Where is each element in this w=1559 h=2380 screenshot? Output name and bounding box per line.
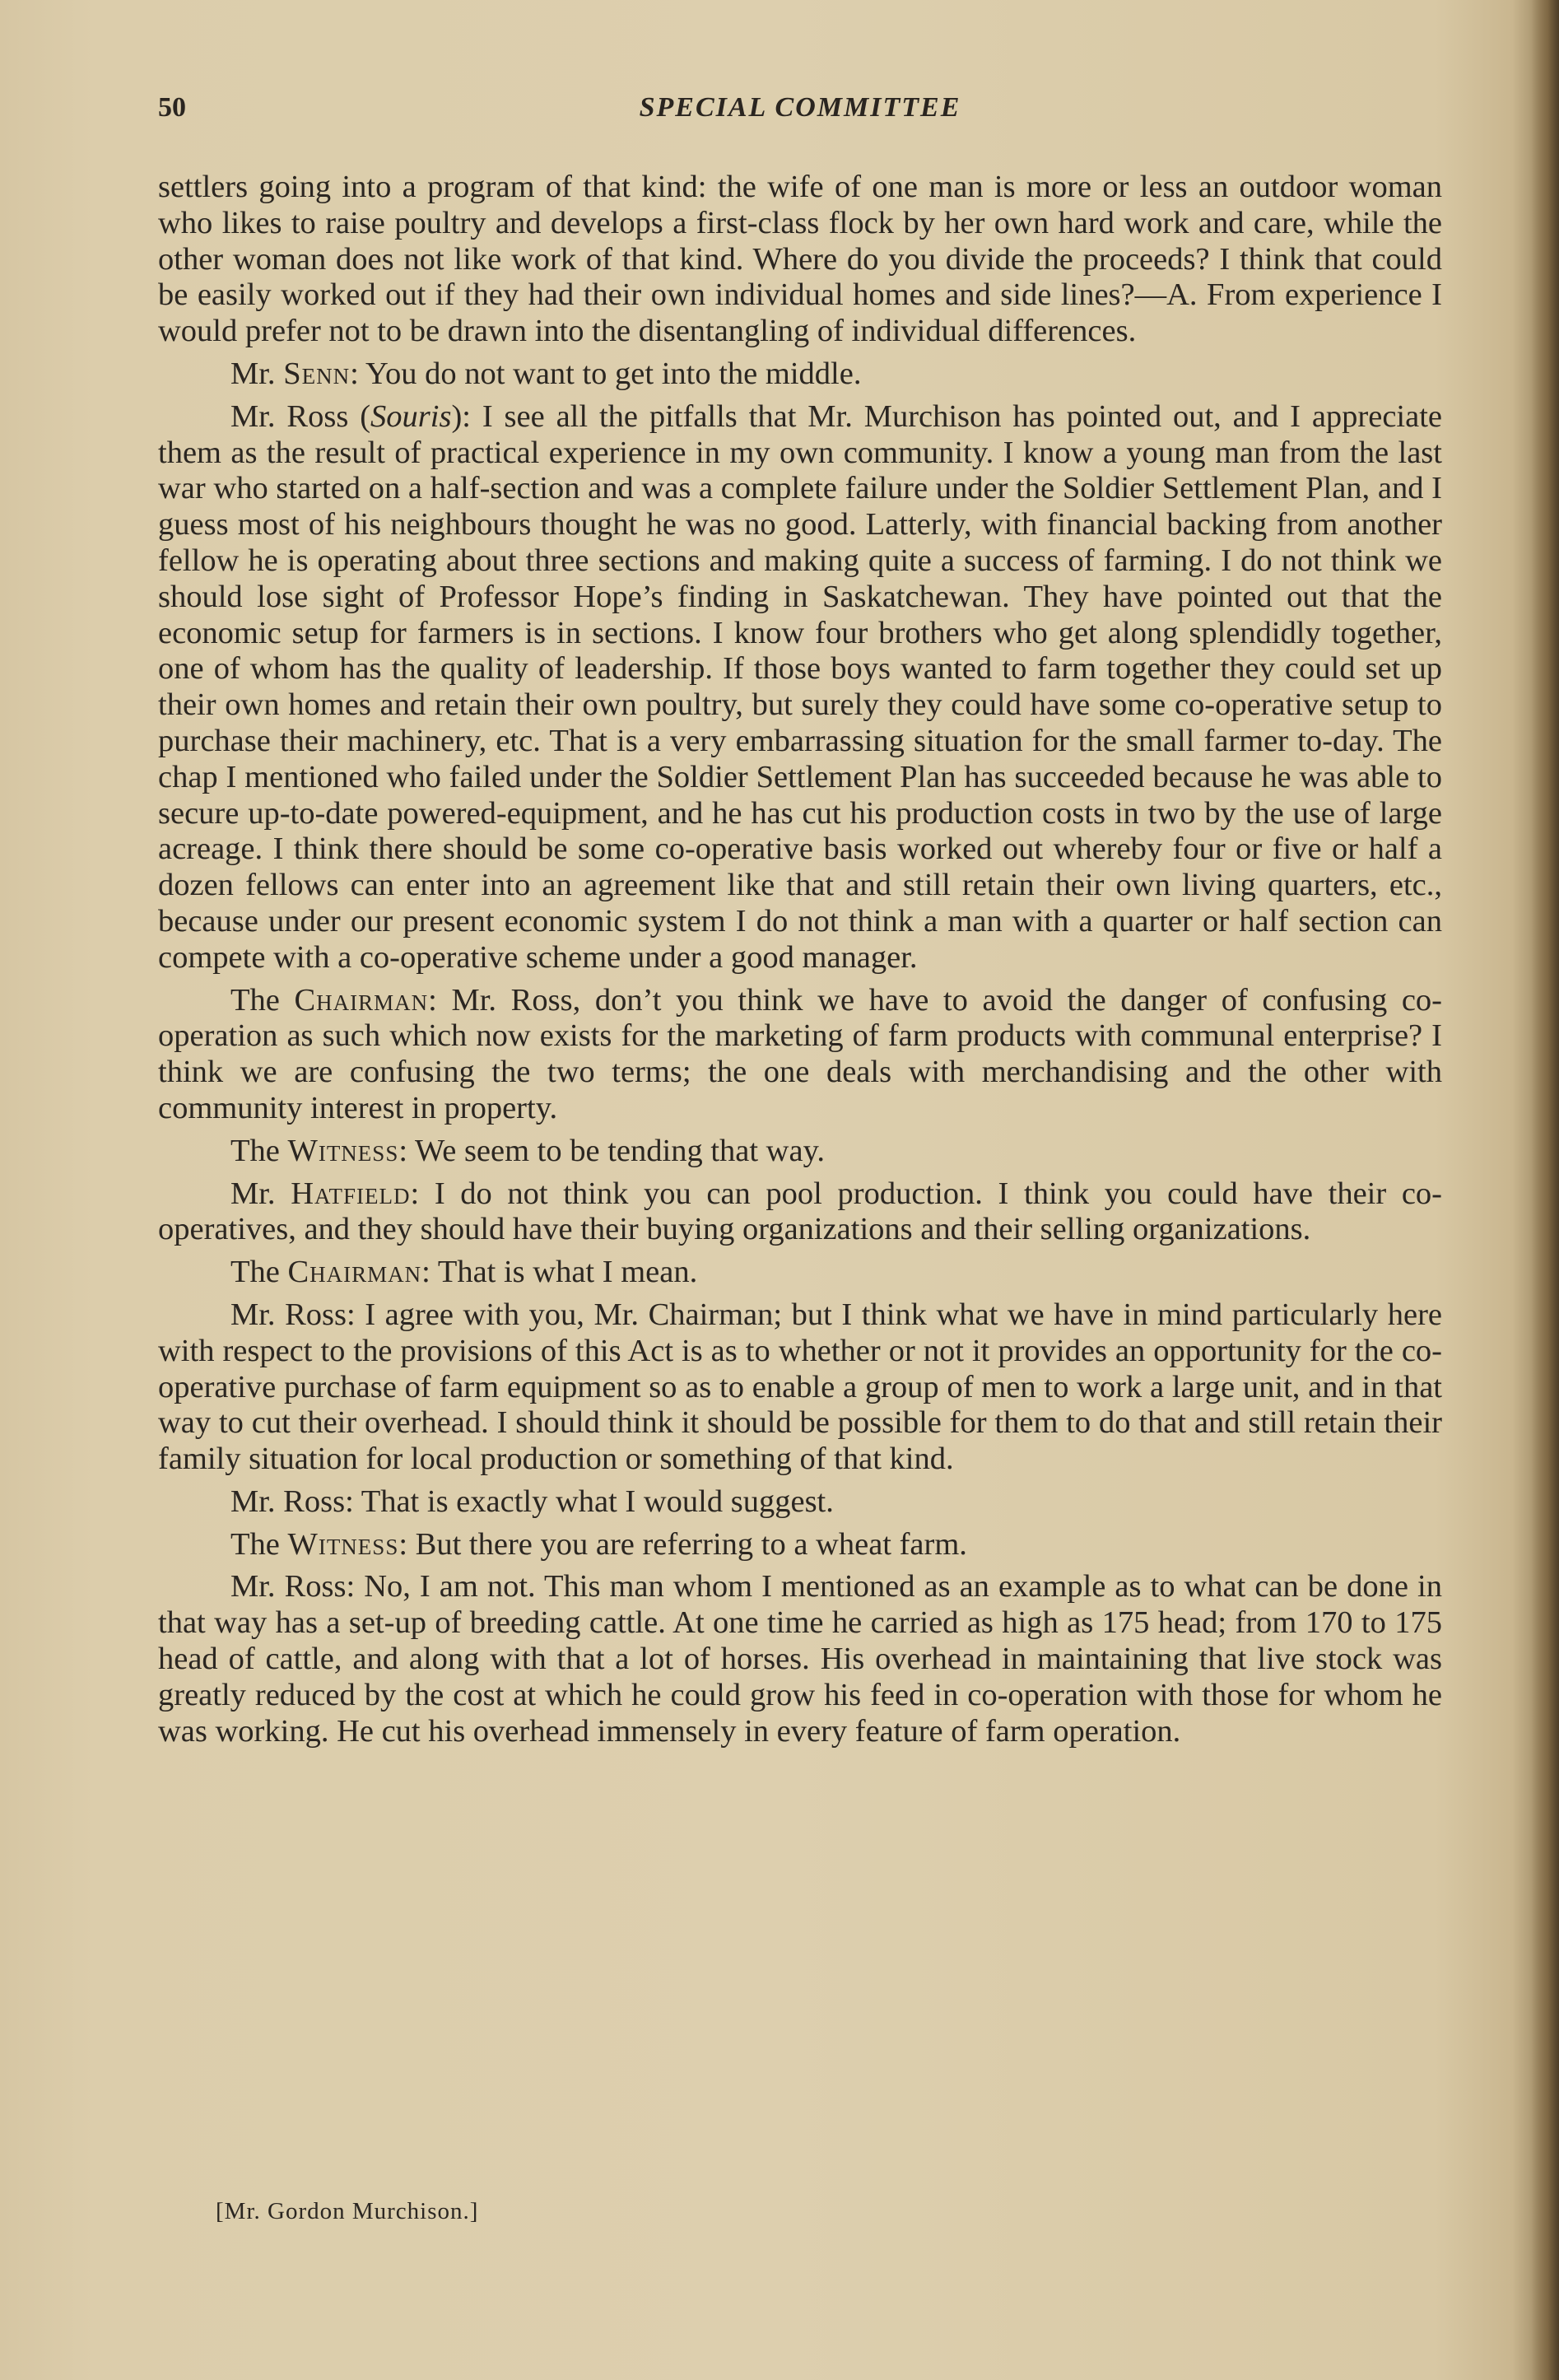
speaker-prefix: Mr. Ross: xyxy=(230,1297,365,1332)
paragraph-text: I see all the pitfalls that Mr. Murchison has pointed out, and I appreciate them as the result of practical experience in my own community. I know a young man from the last war who started on a half-section and was a complete failure under the Soldier Settlement Plan, and I guess most of his neighbours thought he was no good. Latterly, with financial backing from another fellow he is operating about three sections and making quite a success of farming. I do not think we should lose sight of Professor Hope’s finding in Saskatchewan. They have pointed out that the economic setup for farmers is in sections. I know four brothers who get along splendidly together, one of whom has the quality of leadership. If those boys wanted to farm together they could set up their own homes and retain their own poultry, but surely they could have some co-operative setup to purchase their machinery, etc. That is a very embarrassing situation for the small farmer to-day. The chap I mentioned who failed under the Soldier Settlement Plan has succeeded because he was able to secure up-to-date powered-equipment, and he has cut his production costs in two by the use of large acreage. I think there should be some co-operative basis worked out whereby four or five or half a dozen fellows can enter into an agreement like that and still retain their own living quarters, etc., because under our present economic system I do not think a man with a quarter or half section can compete with a co-operative scheme under a good manager. xyxy=(158,398,1442,975)
speaker-name: Hatfield xyxy=(291,1176,411,1211)
speaker-name: Witness xyxy=(287,1526,399,1562)
speaker-name: Chairman xyxy=(287,1255,422,1290)
page-edge-shadow xyxy=(1531,0,1559,2380)
paragraph xyxy=(158,170,1442,350)
body-text xyxy=(158,170,1442,1756)
speaker-suffix: : xyxy=(421,1255,438,1290)
speaker-riding: Souris xyxy=(370,398,452,434)
witness-footnote: [Mr. Gordon Murchison.] xyxy=(216,2198,479,2224)
paragraph-text: That is what I mean. xyxy=(437,1255,698,1290)
paragraph xyxy=(158,1255,1442,1291)
speaker-prefix: Mr. Ross: xyxy=(230,1483,361,1519)
paragraph xyxy=(158,356,1442,393)
paragraph xyxy=(158,1484,1442,1521)
page-header xyxy=(158,92,1442,138)
speaker-name: Witness xyxy=(287,1133,399,1168)
speaker-prefix: The xyxy=(230,982,295,1018)
speaker-suffix: : xyxy=(350,356,365,391)
paragraph-text: But there you are referring to a wheat farm. xyxy=(415,1526,967,1562)
paragraph-text: We seem to be tending that way. xyxy=(414,1133,825,1168)
speaker-name: Senn xyxy=(283,356,351,391)
speaker-suffix: : xyxy=(398,1133,415,1168)
page-number: 50 xyxy=(158,92,186,123)
paragraph-text: You do not want to get into the middle. xyxy=(365,356,862,391)
speaker-prefix: Mr. Ross ( xyxy=(230,398,371,434)
paragraph-text: That is exactly what I would suggest. xyxy=(361,1483,834,1519)
paragraph xyxy=(158,1527,1442,1563)
speaker-suffix: : xyxy=(410,1176,435,1211)
paragraph xyxy=(158,1297,1442,1478)
paragraph xyxy=(158,1176,1442,1249)
paragraph xyxy=(158,399,1442,976)
speaker-prefix: Mr. Ross: xyxy=(230,1569,365,1605)
paragraph-text: I do not think you can pool production. I think you could have their co-operatives, and they should have their buying organizations and their selling organizations. xyxy=(158,1176,1442,1247)
paragraph-text: Mr. Ross, don’t you think we have to avoid the danger of confusing co-operation as such which now exists for the marketing of farm products with communal enterprise? I think we are confusing the two terms; the one deals with merchandising and the other with community interest in property. xyxy=(158,982,1443,1125)
speaker-prefix: The xyxy=(230,1526,288,1562)
speaker-prefix: Mr. xyxy=(230,1176,291,1211)
speaker-prefix: Mr. xyxy=(230,356,284,391)
paragraph-text: settlers going into a program of that kind: the wife of one man is more or less an outdoor woman who likes to raise poultry and develops a first-class flock by her own hard work and care, while the other woman does not like work of that kind. Where do you divide the proceeds? I think that could be easily worked out if they had their own individual homes and side lines?—A. From experience I would prefer not to be drawn into the disentangling of individual differences. xyxy=(158,170,1442,349)
paragraph xyxy=(158,1569,1442,1749)
speaker-name: Chairman xyxy=(294,982,429,1018)
speaker-suffix: ): xyxy=(451,398,482,434)
paragraph-text: I agree with you, Mr. Chairman; but I think what we have in mind particularly here with respect to the provisions of this Act is as to whether or not it provides an opportunity for the co-operative purchase of farm equipment so as to enable a group of men to work a large unit, and in that way to cut their overhead. I should think it should be possible for them to do that and still retain their family situation for local production or something of that kind. xyxy=(158,1297,1442,1477)
speaker-suffix: : xyxy=(398,1526,416,1562)
speaker-prefix: The xyxy=(230,1255,288,1290)
running-title: SPECIAL COMMITTEE xyxy=(639,92,961,123)
paragraph xyxy=(158,983,1442,1127)
paragraph-text: No, I am not. This man whom I mentioned as an example as to what can be done in that way has a set-up of breeding cattle. At one time he carried as high as 175 head; from 170 to 175 head of cattle, and along with that a lot of horses. His overhead in maintaining that live stock was greatly reduced by the cost at which he could grow his feed in co-operation with those for whom he was working. He cut his overhead immensely in every feature of farm operation. xyxy=(158,1569,1442,1749)
speaker-prefix: The xyxy=(230,1133,288,1168)
speaker-suffix: : xyxy=(428,982,452,1018)
paragraph xyxy=(158,1134,1442,1170)
